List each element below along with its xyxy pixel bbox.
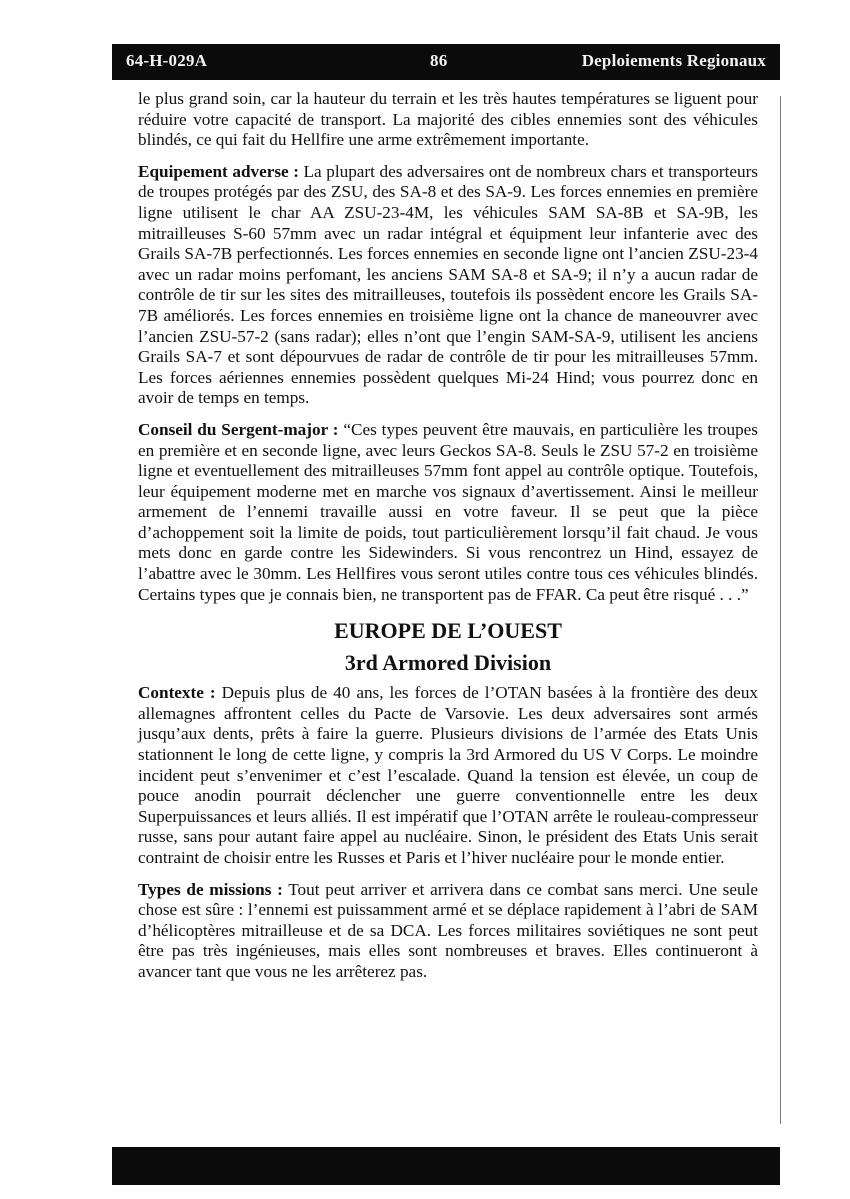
paragraph-text: le plus grand soin, car la hauteur du terrain et les très hautes températures se liguent pour réduire votre capacité de transport. La majorité des cibles ennemies sont des véhicules blindés, ce qui fait du Hellfire une arme extrêmement importante.	[138, 89, 758, 150]
paragraph-contexte	[138, 683, 758, 868]
page-number: 86	[430, 51, 448, 70]
section-subtitle: 3rd Armored Division	[344, 650, 552, 676]
document-code: 64-H-029A	[126, 51, 208, 70]
page-body	[138, 89, 758, 994]
page-header	[112, 44, 780, 80]
chapter-title: Deploiements Regionaux	[581, 51, 766, 70]
margin-rule	[780, 96, 781, 1124]
paragraph-label: Conseil du Sergent-major :	[138, 419, 339, 439]
paragraph-equipement	[138, 162, 758, 409]
paragraph-intro	[138, 89, 758, 151]
section-title: EUROPE DE L’OUEST	[334, 618, 562, 644]
paragraph-text: “Ces types peuvent être mauvais, en particulière les troupes en première et en seconde ligne, avec leurs Geckos SA-8. Seuls le ZSU 57-2 en troisième ligne et eventuellement des mitrailleuses 57mm font appel au contrôle optique. Toutefois, leur équipement moderne met en marche vos signaux d’avertissement. Ainsi le meilleur armement de l’ennemi travaille aussi en votre faveur. Il se peut que la pièce d’achoppement soit la limite de poids, tout particulièrement lorsqu’il fait chaud. Je vous mets donc en garde contre les Sidewinders. Si vous rencontrez un Hind, essayez de l’abattre avec le 30mm. Les Hellfires vous seront utiles contre tous ces véhicules blindés. Certains types que je connais bien, ne transportent pas de FFAR. Ca peut être risqué . . .”	[138, 419, 758, 604]
paragraph-text: Tout peut arriver et arrivera dans ce combat sans merci. Une seule chose est sûre : l’ennemi est puissamment armé et se déplace rapidement à l’abri de SAM d’hélicoptères mitrailleuse et de sa DCA. Les forces militaires soviétiques ne sont peut être pas très ingénieuses, mais elles sont nombreuses et braves. Elles continueront à avancer tant que vous ne les arrêterez pas.	[138, 879, 758, 981]
paragraph-conseil	[138, 420, 758, 605]
paragraph-label: Contexte :	[138, 683, 216, 703]
paragraph-label: Equipement adverse :	[138, 161, 299, 181]
paragraph-text: Depuis plus de 40 ans, les forces de l’OTAN basées à la frontière des deux allemagnes affrontent celles du Pacte de Varsovie. Les deux adversaires sont armés jusqu’aux dents, prêts à faire la guerre. Plusieurs divisions de l’armée des Etats Unis stationnent le long de cette ligne, y compris la 3rd Armored du US V Corps. Le moindre incident peut s’envenimer et c’est l’escalade. Quand la tension est élevée, un coup de pouce anodin pourrait déclencher une guerre conventionnelle entre les deux Superpuissances et leurs alliés. Il est impératif que l’OTAN arrête le rouleau-compresseur russe, sans pour autant faire appel au nucléaire. Sinon, le président des Etats Unis serait contraint de choisir entre les Russes et Paris et l’hiver nucléaire pour le monde entier.	[138, 683, 759, 867]
paragraph-label: Types de missions :	[138, 879, 283, 899]
paragraph-missions	[138, 880, 758, 983]
paragraph-text: La plupart des adversaires ont de nombreux chars et transporteurs de troupes protégés par des ZSU, des SA-8 et des SA-9. Les forces ennemies en première ligne utilisent le char AA ZSU-23-4M, les véhicules SAM SA-8B et SA-9B, les mitrailleuses S-60 57mm avec un radar intégral et équipment leur infanterie avec des Grails SA-7B perfectionnés. Les forces ennemies en seconde ligne ont l’ancien ZSU-23-4 avec un radar moins perfomant, les anciens SAM SA-8 et SA-9; il n’y a aucun radar de contrôle de tir sur les sites des mitrailleuses, toutefois ils possèdent encore les Grails SA-7B améliorés. Les forces ennemies en troisième ligne ont la chance de maneouvrer avec l’ancien ZSU-57-2 (sans radar); elles n’ont que l’engin SAM-SA-9, utilisent les anciens Grails SA-7 et sont dépourvues de radar de contrôle de tir pour les mitrailleuses 57mm. Les forces aériennes ennemies possèdent quelques Mi-24 Hind; vous pourrez donc en avoir de temps en temps.	[138, 161, 758, 408]
page-footer-bar	[112, 1147, 780, 1185]
